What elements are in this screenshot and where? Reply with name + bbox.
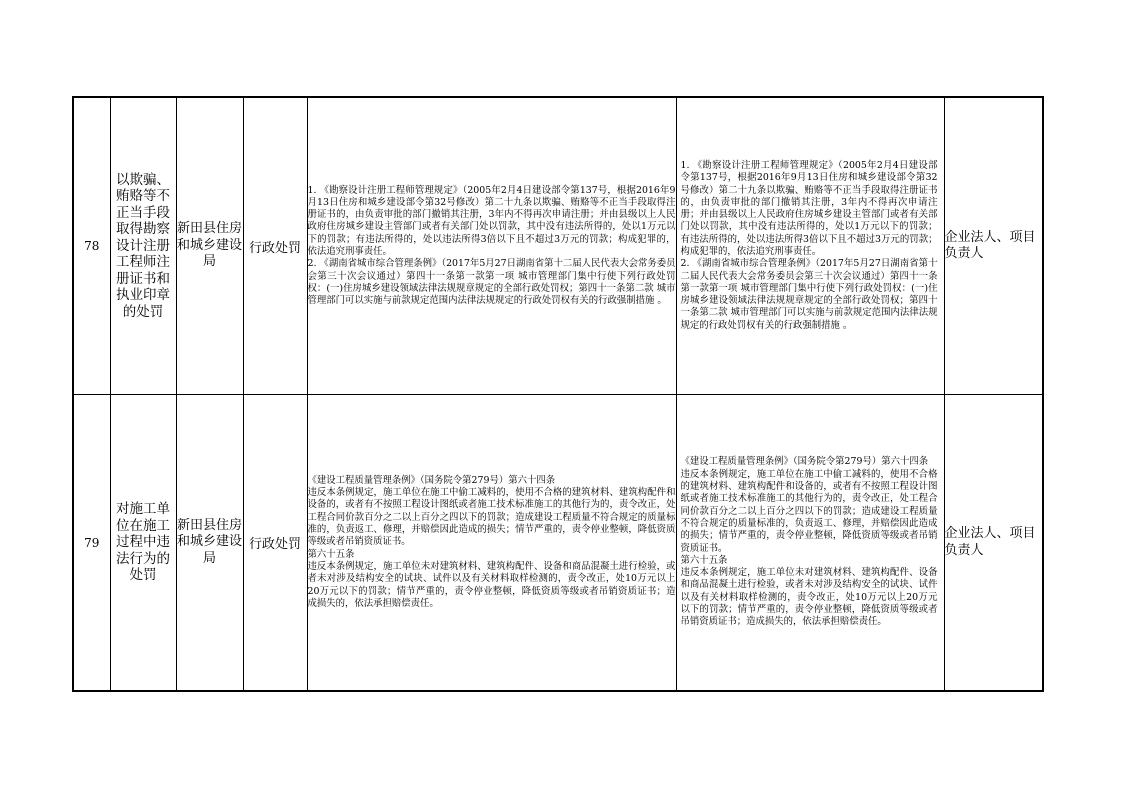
penalty-standard-paragraph: 《建设工程质量管理条例》（国务院令第279号）第六十四条 [680,456,929,468]
item-number: 79 [73,395,110,692]
penalty-standard-paragraph: 1. 《勘察设计注册工程师管理规定》（2005年2月4日建设部令第137号，根据2016年9月13日住房和城乡建设部令第32号修改）第二十九条以欺骗、贿赂等不正当手段取得注册证书的，由负责审批的部门撤销其注册，3年内不得再次申请注册；并由县级以上人民政府住房城乡建设主管部门或者有关部门处以罚款，其中没有违法所得的，处以1万元以下的罚款；有违法所得的，处以违法所得3倍以下且不超过3万元的罚款；构成犯罪的，依法追究刑事责任。 [680,159,938,257]
item-number: 78 [73,97,110,395]
implementing-authority: 新田县住房和城乡建设局 [176,97,243,395]
penalty-table [72,96,1044,692]
item-name: 对施工单位在施工过程中违法行为的处罚 [110,395,176,692]
responsible-subject: 企业法人、项目负责人 [944,395,1043,692]
item-name: 以欺骗、贿赂等不正当手段取得勘察设计注册工程师注册证书和执业印章的处罚 [110,97,176,395]
responsible-subject: 企业法人、项目负责人 [944,97,1043,395]
penalty-standard-paragraph: 违反本条例规定，施工单位未对建筑材料、建筑构配件、设备和商品混凝土进行检验，或者未对涉及结构安全的试块、试件以及有关材料取样检测的，责令改正，处10万元以上20万元以下的罚款；情节严重的，责令停业整顿，降低资质等级或者吊销资质证书；造成损失的，依法承担赔偿责任。 [680,567,938,628]
penalty-standard-paragraph: 2. 《湖南省城市综合管理条例》（2017年5月27日湖南省第十二届人民代表大会常务委员会第三十次会议通过）第四十一条第一款第一项 城市管理部门集中行使下列行政处罚权：(一)住房城乡建设领域法律法规规章规定的全部行政处罚权；第四十一条第二款 城市管理部门可以实施与前款规定范围内法律法规规定的行政处罚权有关的行政强制措施 。 [680,258,938,331]
table-row [73,97,1043,395]
legal-basis [307,97,676,395]
penalty-standard-paragraph: 违反本条例规定，施工单位在施工中偷工减料的，使用不合格的建筑材料、建筑构配件和设备的，或者有不按照工程设计图纸或者施工技术标准施工的其他行为的，责令改正，处工程合同价款百分之二以上百分之四以下的罚款；造成建设工程质量不符合规定的质量标准的，负责返工、修理，并赔偿因此造成的损失；情节严重的，责令停业整顿，降低资质等级或者吊销资质证书。 [680,468,938,554]
table-row [73,395,1043,692]
penalty-standard [676,97,944,395]
penalty-standard-paragraph: 第六十五条 [680,554,728,566]
legal-basis-paragraph: 第六十五条 [307,548,355,560]
legal-basis-paragraph: 违反本条例规定，施工单位未对建筑材料、建筑构配件、设备和商品混凝土进行检验，或者未对涉及结构安全的试块、试件以及有关材料取样检测的，责令改正，处10万元以上20万元以下的罚款；情节严重的，责令停业整顿，降低资质等级或者吊销资质证书；造成损失的，依法承担赔偿责任。 [307,560,676,609]
power-type: 行政处罚 [243,97,307,395]
legal-basis-paragraph: 《建设工程质量管理条例》（国务院令第279号）第六十四条 [307,474,556,486]
implementing-authority: 新田县住房和城乡建设局 [176,395,243,692]
legal-basis-paragraph: 违反本条例规定，施工单位在施工中偷工减料的，使用不合格的建筑材料、建筑构配件和设备的，或者有不按照工程设计图纸或者施工技术标准施工的其他行为的，责令改正，处工程合同价款百分之二以上百分之四以下的罚款；造成建设工程质量不符合规定的质量标准的，负责返工、修理，并赔偿因此造成的损失；情节严重的，责令停业整顿，降低资质等级或者吊销资质证书。 [307,487,676,548]
penalty-standard [676,395,944,692]
legal-basis-paragraph: 1. 《勘察设计注册工程师管理规定》（2005年2月4日建设部令第137号，根据2016年9月13日住房和城乡建设部令第32号修改）第二十九条以欺骗、贿赂等不正当手段取得注册证书的，由负责审批的部门撤销其注册，3年内不得再次申请注册；并由县级以上人民政府住房城乡建设主管部门或者有关部门处以罚款，其中没有违法所得的，处以1万元以下的罚款；有违法所得的，处以违法所得3倍以下且不超过3万元的罚款；构成犯罪的，依法追究刑事责任。 [307,184,676,257]
legal-basis-paragraph: 2. 《湖南省城市综合管理条例》（2017年5月27日湖南省第十二届人民代表大会常务委员会第三十次会议通过）第四十一条第一款第一项 城市管理部门集中行使下列行政处罚权：(一)住房城乡建设领域法律法规规章规定的全部行政处罚权；第四十一条第二款 城市管理部门可以实施与前款规定范围内法律法规规定的行政处罚权有关的行政强制措施 。 [307,258,676,307]
legal-basis [307,395,676,692]
power-type: 行政处罚 [243,395,307,692]
